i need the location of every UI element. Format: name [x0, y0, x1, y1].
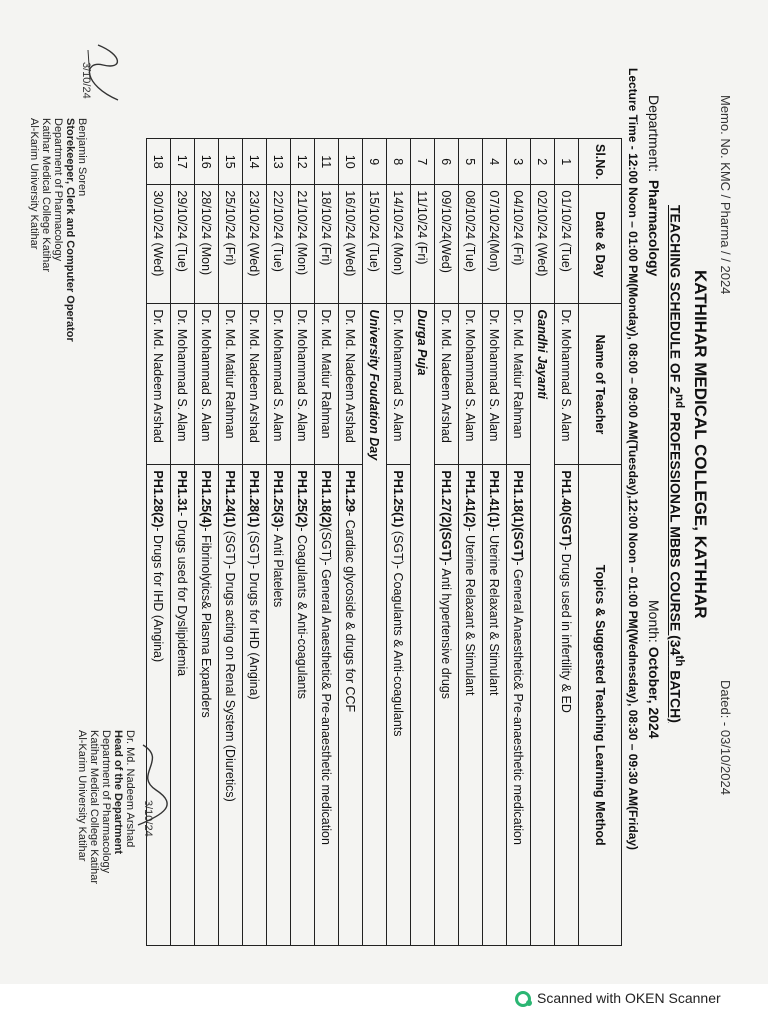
- row-topic: [459, 465, 483, 946]
- schedule-body: [147, 139, 579, 946]
- topic-code: PH1.31: [175, 470, 190, 513]
- row-sl: 5: [459, 139, 483, 185]
- row-sl: 18: [147, 139, 171, 185]
- row-date: 04/10/24 (Fri): [507, 185, 531, 304]
- row-teacher: Dr. Mohammad S. Alam: [387, 304, 411, 465]
- row-topic: [219, 465, 243, 946]
- topic-text: (SGT)- Drugs for IHD (Angina): [247, 527, 262, 700]
- topic-text: - Drugs for IHD (Angina): [151, 527, 166, 663]
- row-sl: 16: [195, 139, 219, 185]
- row-teacher: Dr. Mohammad S. Alam: [483, 304, 507, 465]
- header-date: Date & Day: [579, 185, 622, 304]
- row-date: 30/10/24 (Wed): [147, 185, 171, 304]
- row-sl: 6: [435, 139, 459, 185]
- header-teacher: Name of Teacher: [579, 304, 622, 465]
- table-row: [315, 139, 339, 946]
- lecture-time: Lecture Time - 12:00 Noon – 01:00 PM(Monday), 08:00 – 09:00 AM(Tuesday),12:00 Noon – 01:00 PM(Wednesday), 08:30 – 09:30 AM(Friday): [626, 68, 640, 851]
- left-signature-line: Benjamin Soren: [76, 118, 88, 197]
- department: Department: Pharmacology: [646, 95, 662, 277]
- table-row: [195, 139, 219, 946]
- row-teacher: Dr. Md. Matiur Rahman: [315, 304, 339, 465]
- row-sl: 3: [507, 139, 531, 185]
- row-date: 18/10/24 (Fri): [315, 185, 339, 304]
- row-date: 28/10/24 (Mon): [195, 185, 219, 304]
- row-teacher: Dr. Md. Nadeem Arshad: [243, 304, 267, 465]
- table-row: [435, 139, 459, 946]
- college-title: KATHIHAR MEDICAL COLLEGE, KATHHAR: [691, 270, 710, 619]
- row-teacher: Dr. Mohammad S. Alam: [459, 304, 483, 465]
- topic-code: PH1.41(2): [463, 470, 478, 528]
- row-topic: [243, 465, 267, 946]
- topic-code: PH1.25(4): [199, 470, 214, 528]
- row-sl: 9: [363, 139, 387, 185]
- row-sl: 10: [339, 139, 363, 185]
- row-teacher: Dr. Md. Matiur Rahman: [219, 304, 243, 465]
- right-signature-date: 3/10/24: [142, 800, 154, 837]
- row-teacher: Dr. Mohammad S. Alam: [195, 304, 219, 465]
- topic-code: PH1.25(1): [391, 470, 406, 528]
- right-signature-line: Al-Karim University Katihar: [76, 730, 88, 862]
- row-teacher: Dr. Md. Nadeem Arshad: [339, 304, 363, 465]
- row-topic: [339, 465, 363, 946]
- topic-text: - Anti hypertensive drugs: [439, 561, 454, 699]
- memo-number: Memo. No. KMC / Pharma / / 2024: [718, 95, 733, 295]
- right-signature-line: Dr. Md. Nadeem Arshad: [124, 730, 136, 848]
- row-topic: [387, 465, 411, 946]
- row-teacher: Dr. Md. Nadeem Arshad: [435, 304, 459, 465]
- table-row: [387, 139, 411, 946]
- table-row: [171, 139, 195, 946]
- scanner-watermark: [515, 990, 721, 1007]
- left-signature-line: Katihar Medical College Katihar: [40, 118, 52, 273]
- topic-code: PH1.25(3): [271, 470, 286, 528]
- right-signature-line: Head of the Department: [112, 730, 124, 855]
- left-signature-line: Storekeeper, Clerk and Computer Operator: [64, 118, 76, 342]
- row-sl: 14: [243, 139, 267, 185]
- topic-code: PH1.28(2): [151, 470, 166, 528]
- row-date: 14/10/24 (Mon): [387, 185, 411, 304]
- topic-code: PH1.27(2)(SGT): [439, 470, 454, 562]
- course-title: TEACHING SCHEDULE OF 2nd PROFESSIONAL MBBS COURSE (34th BATCH): [667, 205, 686, 723]
- table-row: [483, 139, 507, 946]
- row-holiday: University Foudation Day: [363, 304, 387, 946]
- left-signature-block: [28, 118, 88, 342]
- row-date: 15/10/24 (Tue): [363, 185, 387, 304]
- topic-text: - Anti Platelets: [271, 527, 286, 608]
- row-topic: [147, 465, 171, 946]
- table-row: [411, 139, 435, 946]
- topic-code: PH1.25(2): [295, 470, 310, 528]
- schedule-table: [146, 138, 622, 946]
- row-teacher: Dr. Mohammad S. Alam: [267, 304, 291, 465]
- right-signature-block: [76, 730, 136, 884]
- topic-text: - Drugs used for Dyslipidemia: [175, 512, 190, 677]
- row-date: 11/10/24 (Fri): [411, 185, 435, 304]
- row-sl: 8: [387, 139, 411, 185]
- row-date: 22/10/24 (Tue): [267, 185, 291, 304]
- row-date: 16/10/24 (Wed): [339, 185, 363, 304]
- row-topic: [291, 465, 315, 946]
- topic-code: PH1.24(1): [223, 470, 238, 528]
- topic-code: PH1.28(1): [247, 470, 262, 528]
- row-sl: 7: [411, 139, 435, 185]
- row-topic: [507, 465, 531, 946]
- row-holiday: Gandhi Jayanti: [531, 304, 555, 946]
- row-sl: 1: [555, 139, 579, 185]
- topic-text: - Drugs used in infertility & ED: [559, 546, 574, 713]
- topic-text: - Uterine Relaxant & Stimulant: [487, 527, 502, 696]
- row-sl: 2: [531, 139, 555, 185]
- row-topic: [195, 465, 219, 946]
- topic-text: (SGT)- Drugs acting on Renal System (Diuretics): [223, 527, 238, 802]
- row-sl: 4: [483, 139, 507, 185]
- topic-text: - Cardiac glycoside & drugs for CCF: [343, 512, 358, 713]
- left-signature-line: Al-Karim University Katihar: [28, 118, 40, 250]
- row-teacher: Dr. Mohammad S. Alam: [291, 304, 315, 465]
- table-row: [459, 139, 483, 946]
- row-teacher: Dr. Mohammad S. Alam: [171, 304, 195, 465]
- row-topic: [555, 465, 579, 946]
- topic-text: - Uterine Relaxant & Stimulant: [463, 527, 478, 696]
- row-date: 23/10/24 (Wed): [243, 185, 267, 304]
- row-holiday: Durga Puja: [411, 304, 435, 946]
- header-sl: Sl.No.: [579, 139, 622, 185]
- row-topic: [315, 465, 339, 946]
- row-date: 08/10/24 (Tue): [459, 185, 483, 304]
- topic-text: - Coagulants & Anti-coagulants: [295, 527, 310, 700]
- scanner-label: Scanned with OKEN Scanner: [537, 990, 721, 1006]
- row-sl: 11: [315, 139, 339, 185]
- row-sl: 17: [171, 139, 195, 185]
- row-date: 07/10/24(Mon): [483, 185, 507, 304]
- table-row: [555, 139, 579, 946]
- topic-code: PH1.40(SGT): [559, 470, 574, 547]
- topic-text: - General Anaesthetic& Pre-anaesthetic medication: [511, 561, 526, 845]
- row-topic: [267, 465, 291, 946]
- row-teacher: Dr. Md. Nadeem Arshad: [147, 304, 171, 465]
- row-teacher: Dr. Md. Matiur Rahman: [507, 304, 531, 465]
- dated: Dated: - 03/10/2024: [718, 680, 733, 795]
- oken-logo-icon: [515, 991, 531, 1007]
- row-date: 25/10/24 (Fri): [219, 185, 243, 304]
- row-date: 29/10/24 (Tue): [171, 185, 195, 304]
- row-topic: [171, 465, 195, 946]
- row-topic: [435, 465, 459, 946]
- row-sl: 15: [219, 139, 243, 185]
- left-signature-line: Department of Pharmacology: [52, 118, 64, 262]
- row-date: 02/10/24 (Wed): [531, 185, 555, 304]
- row-date: 09/10/24(Wed): [435, 185, 459, 304]
- table-header-row: [579, 139, 622, 946]
- table-row: [339, 139, 363, 946]
- right-signature-line: Department of Pharmacology: [100, 730, 112, 874]
- table-row: [243, 139, 267, 946]
- table-row: [267, 139, 291, 946]
- table-row: [363, 139, 387, 946]
- topic-code: PH1.41(1): [487, 470, 502, 528]
- left-signature-date: 3/10/24: [80, 62, 92, 99]
- row-sl: 12: [291, 139, 315, 185]
- topic-text: (SGT)- General Anaesthetic& Pre-anaesthetic medication: [319, 527, 334, 845]
- topic-code: PH1.18(1)(SGT): [511, 470, 526, 562]
- month: Month: October, 2024: [646, 600, 662, 739]
- table-row: [531, 139, 555, 946]
- header-topic: Topics & Suggested Teaching Learning Method: [579, 465, 622, 946]
- row-sl: 13: [267, 139, 291, 185]
- topic-text: (SGT)- Coagulants & Anti-coagulants: [391, 527, 406, 737]
- right-signature-line: Katihar Medical College Katihar: [88, 730, 100, 885]
- row-teacher: Dr. Mohammad S. Alam: [555, 304, 579, 465]
- row-topic: [483, 465, 507, 946]
- table-row: [219, 139, 243, 946]
- topic-code: PH1.18(2): [319, 470, 334, 528]
- table-row: [291, 139, 315, 946]
- row-date: 21/10/24 (Mon): [291, 185, 315, 304]
- topic-code: PH1.29: [343, 470, 358, 513]
- topic-text: - Fibrinolytics& Plasma Expanders: [199, 527, 214, 718]
- table-row: [507, 139, 531, 946]
- row-date: 01/10/24 (Tue): [555, 185, 579, 304]
